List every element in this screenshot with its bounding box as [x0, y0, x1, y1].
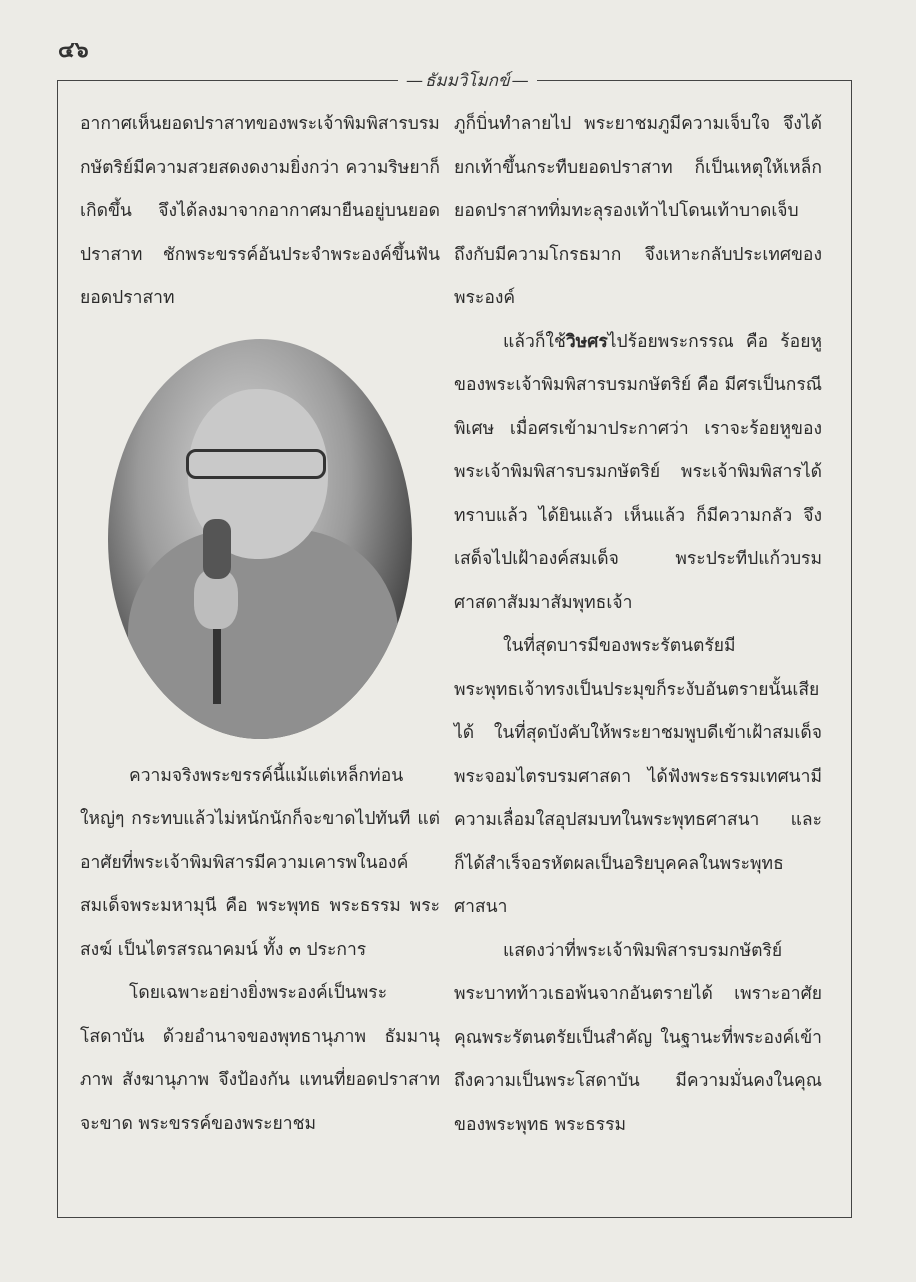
right-paragraph-2 [454, 321, 822, 626]
photo-glasses [186, 449, 326, 479]
content-frame [57, 71, 852, 1218]
right-paragraph-2-pre: แล้วก็ใช้ [503, 331, 566, 352]
left-paragraph-3: โดยเฉพาะอย่างยิ่งพระองค์เป็นพระโสดาบัน ด้วยอำนาจของพุทธานุภาพ ธัมมานุภาพ สังฆานุภาพ จึงป้องกัน แทนที่ยอดปราสาทจะขาด พระขรรค์ของพระยาชม [80, 983, 440, 1134]
keyword-bold: วิษศร [565, 331, 608, 352]
right-paragraph-1: ภูก็บิ่นทำลายไป พระยาชมภูมีความเจ็บใจ จึงได้ยกเท้าขึ้นกระทืบยอดปราสาท ก็เป็นเหตุให้เหล็กยอดปราสาททิ่มทะลุรองเท้าไปโดนเท้าบาดเจ็บ ถึงกับมีความโกรธมาก จึงเหาะกลับประเทศของพระองค์ [454, 114, 822, 308]
left-paragraph-2: ความจริงพระขรรค์นี้แม้แต่เหล็กท่อนใหญ่ๆ กระทบแล้วไม่หนักนักก็จะขาดไปทันที แต่อาศัยที่พระเจ้าพิมพิสารมีความเคารพในองค์สมเด็จพระมหามุนี คือ พระพุทธ พระธรรม พระสงฆ์ เป็นไตรสรณาคมน์ ทั้ง ๓ ประการ [80, 765, 440, 960]
right-paragraph-3: ในที่สุดบารมีของพระรัตนตรัยมีพระพุทธเจ้าทรงเป็นประมุขก็ระงับอันตรายนั้นเสียได้ ในที่สุดบังคับให้พระยาชมพูบดีเข้าเฝ้าสมเด็จพระจอมไตรบรมศาสดา ได้ฟังพระธรรมเทศนามีความเลื่อมใสอุปสมบทในพระพุทธศาสนา และก็ได้สำเร็จอรหัตผลเป็นอริยบุคคลในพระพุทธศาสนา [454, 636, 822, 917]
photo-body [128, 529, 398, 739]
left-paragraph-1: อากาศเห็นยอดปราสาทของพระเจ้าพิมพิสารบรมกษัตริย์มีความสวยสดงดงามยิ่งกว่า ความริษยาก็เกิดขึ้น จึงได้ลงมาจากอากาศมายืนอยู่บนยอดปราสาท ชักพระขรรค์อันประจำพระองค์ขึ้นฟันยอดปราสาท [80, 114, 440, 308]
left-column [80, 103, 440, 1146]
right-paragraph-2-post: ไปร้อยพระกรรณ คือ ร้อยหูของพระเจ้าพิมพิสารบรมกษัตริย์ คือ มีศรเป็นกรณีพิเศษ เมื่อศรเข้ามาประกาศว่า เราจะร้อยหูของพระเจ้าพิมพิสารบรมกษัตริย์ พระเจ้าพิมพิสารได้ทราบแล้ว ได้ยินแล้ว เห็นแล้ว ก็มีความกลัว จึงเสด็จไปเฝ้าองค์สมเด็จ พระประทีปแก้วบรมศาสดาสัมมาสัมพุทธเจ้า [454, 331, 822, 613]
microphone-icon [203, 519, 231, 579]
right-paragraph-4: แสดงว่าที่พระเจ้าพิมพิสารบรมกษัตริย์พระบาทท้าวเธอพ้นจากอันตรายได้ เพราะอาศัยคุณพระรัตนตรัยเป็นสำคัญ ในฐานะที่พระองค์เข้าถึงความเป็นพระโสดาบัน มีความมั่นคงในคุณของพระพุทธ พระธรรม [454, 940, 822, 1135]
page-number: ๔๖ [58, 38, 89, 63]
right-column [454, 103, 822, 1147]
running-head: — ธัมมวิโมกข์ — [398, 67, 537, 94]
portrait-photo [108, 339, 412, 739]
